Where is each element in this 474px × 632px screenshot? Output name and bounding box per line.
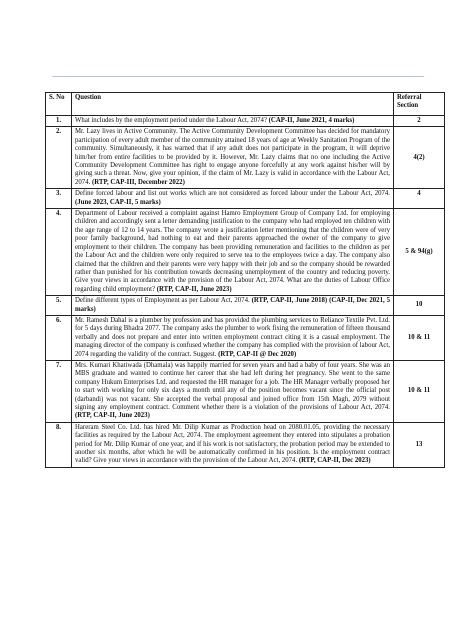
question-text: Define different types of Employment as per Labour Act, 2074. (RTP, CAP-II, June 2018) (CAP-II, Dec 2021, 5 marks) <box>72 296 394 316</box>
row-number: 6. <box>46 315 72 360</box>
table-header-row <box>46 93 445 116</box>
header-rule <box>52 76 424 77</box>
row-number: 2. <box>46 127 72 189</box>
referral-section: 10 & 11 <box>394 360 445 422</box>
table-row <box>46 315 445 360</box>
question-text: Mrs. Kumari Khatiwada (Dhamala) was happily married for seven years and had a baby of four years. She was an MBS graduate and wanted to continue her career that she had left during her pregnancy. She went to the same company Hukum Enterprises Ltd. and requested the HR manager for a job. The HR Manager verbally proposed her to start with working for only six days a month until any of the position becomes vacant since the official post (darbandi) was not vacant. She accepted the verbal proposal and joined office from 15th Magh, 2079 without signing any employment contract. Comment whether there is a violation of the provisions of Labour Act, 2074. (RTP, CAP-II, June 2023) <box>72 360 394 422</box>
referral-section: 5 & 94(g) <box>394 209 445 296</box>
referral-section: 4(2) <box>394 127 445 189</box>
row-number: 4. <box>46 209 72 296</box>
table-row <box>46 360 445 422</box>
questions-table <box>45 92 445 468</box>
exam-tag: (CAP-II, June 2021, 4 marks) <box>268 117 355 124</box>
referral-section: 4 <box>394 189 445 209</box>
question-text: Hareram Steel Co. Ltd. has hired Mr. Dilip Kumar as Production head on 2080.01.05, providing the necessary facilities as required by the Labour Act, 2074. The employment agreement they entered into stipulates a probation period for Mr. Dilip Kumar of one year, and if his work is not satisfactory, the probation period may be extended to another six months, after which he will be automatically confirmed in his position. Is the employment contract valid? Give your views in accordance with the provision of the Labour Act, 2074. (RTP, CAP-II, Dec 2023) <box>72 422 394 467</box>
question-text: Mr. Lazy lives in Active Community. The Active Community Development Committee has decided for mandatory participation of every adult member of the community attained 18 years of age at Weekly Sanitation Program of the community. Simultaneously, it has warned that if any adult does not participate in the program, it will deprive him/her from entire facilities to be provided by it. However, Mr. Lazy claims that no one including the Active Community Development Committee has right to engage anyone forcefully at any work against his/her will by giving such a threat. Now, give your opinion, if the claim of Mr. Lazy is valid in accordance with the Labour Act, 2074. (RTP, CAP-III, December 2022) <box>72 127 394 189</box>
referral-section: 2 <box>394 116 445 127</box>
table-row <box>46 422 445 467</box>
table-row <box>46 127 445 189</box>
header-referral-section: Referral Section <box>394 93 445 116</box>
row-number: 7. <box>46 360 72 422</box>
exam-tag: (RTP, CAP-III, December 2022) <box>92 178 185 186</box>
exam-tag: (RTP, CAP-II, June 2023) <box>75 412 150 420</box>
question-text: Define forced labour and list out works which are not considered as forced labour under the Labour Act, 2074. (June 2023, CAP-II, 5 marks) <box>72 189 394 209</box>
exam-tag: (RTP, CAP-II, June 2018) (CAP-II, Dec 2021, 5 marks) <box>75 297 390 313</box>
referral-section: 13 <box>394 422 445 467</box>
table-row <box>46 209 445 296</box>
referral-section: 10 & 11 <box>394 315 445 360</box>
exam-tag: (RTP, CAP-II, June 2023) <box>156 285 232 293</box>
row-number: 8. <box>46 422 72 467</box>
question-text: Mr. Ramesh Dahal is a plumber by profession and has provided the plumbing services to Reliance Textile Pvt. Ltd. for 5 days during Bhadra 2077. The company asks the plumber to work fixing the remuneration of fifteen thousand verbally and does not prepare and enter into written employment contract citing it is a casual employment. The managing director of the company is confused whether the company has complied with the provision of labour Act, 2074 regarding the validity of the contract. Suggest. (RTP, CAP-II @ Dec 2020) <box>72 315 394 360</box>
row-number: 5. <box>46 296 72 316</box>
referral-section: 10 <box>394 296 445 316</box>
table-row <box>46 189 445 209</box>
row-number: 3. <box>46 189 72 209</box>
question-text: Department of Labour received a complaint against Hamro Employment Group of Company Ltd. for employing children and accordingly sent a letter demanding justification to the company who had employed ten children with the age range of 12 to 14 years. The company wrote a justification letter mentioning that the children were of very poor family background, had nothing to eat and their parents approached the owner of the company to give employment to their children. The company has been providing remuneration and facilities to the children as per the Labour Act and the children were only required to serve tea to the employees twice a day. The company also claimed that the children and their parents were very happy with their job and so the company should be rewarded rather than punished for his contribution towards decreasing unemployment of the country and reducing poverty. Give your views in accordance with the provision of the Labour Act, 2074. What are the duties of Labour Office regarding child employment? (RTP, CAP-II, June 2023) <box>72 209 394 296</box>
exam-tag: (June 2023, CAP-II, 5 marks) <box>75 198 161 206</box>
exam-tag: (RTP, CAP-II, Dec 2023) <box>298 457 371 465</box>
row-number: 1. <box>46 116 72 127</box>
table-row <box>46 296 445 316</box>
exam-tag: (RTP, CAP-II @ Dec 2020) <box>218 350 297 358</box>
table-row <box>46 116 445 127</box>
question-text: What includes by the employment period under the Labour Act, 2074? (CAP-II, June 2021, 4 marks) <box>72 116 394 127</box>
header-question: Question <box>72 93 394 116</box>
header-sno: S. No <box>46 93 72 116</box>
